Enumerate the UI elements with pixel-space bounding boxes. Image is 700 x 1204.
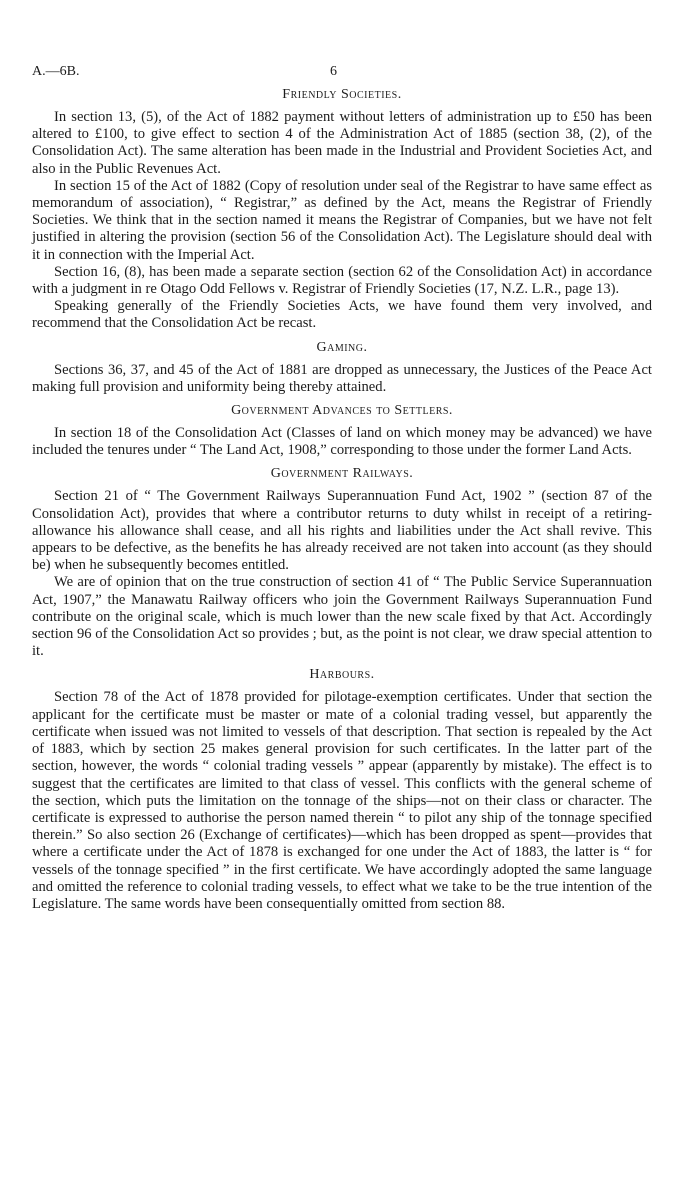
paragraph: We are of opinion that on the true construction of section 41 of “ The Public Service Superannuation Act, 1907,” the Manawatu Railway officers who join the Government Railways Superannuation Fund contribute on the original scale, which is much lower than the new scale fixed by that Act. Accordingly section 96 of the Consolidation Act so provides ; but, as the point is not clear, we draw special attention to it. xyxy=(32,574,652,660)
section-government-railways xyxy=(32,465,652,660)
section-heading: Gaming. xyxy=(316,339,368,355)
section-heading: Harbours. xyxy=(309,667,375,683)
paragraph: In section 15 of the Act of 1882 (Copy of resolution under seal of the Registrar to have same effect as memorandum of association), “ Registrar,” as defined by the Act, means the Registrar of Friendly Societies. We think that in the section named it means the Registrar of Companies, but we have not felt justified in altering the provision (section 56 of the Consolidation Act). The Legislature should deal with it in connection with the Imperial Act. xyxy=(32,177,652,263)
section-government-advances xyxy=(32,402,652,459)
page-header xyxy=(32,56,652,80)
section-heading: Government Railways. xyxy=(270,466,414,482)
section-heading: Government Advances to Settlers. xyxy=(231,403,453,419)
document-reference: A.—6B. xyxy=(32,64,80,79)
section-heading: Friendly Societies. xyxy=(282,87,402,102)
section-friendly-societies xyxy=(32,86,652,333)
paragraph: In section 13, (5), of the Act of 1882 payment without letters of administration up to £50 has been altered to £100, to give effect to section 4 of the Administration Act of 1885 (section 38, (2), of the Consolidation Act). The same alteration has been made in the Industrial and Provident Societies Act, and also in the Public Revenues Act. xyxy=(32,109,652,177)
paragraph: Section 21 of “ The Government Railways Superannuation Fund Act, 1902 ” (section 87 of the Consolidation Act), provides that where a contributor returns to duty whilst in receipt of a retiring-allowance his allowance shall cease, and all his rights and liabilities under the Act shall revive. This appears to be defective, as the benefits he has already received are not taken into account (as they should be) when he subsequently becomes entitled. xyxy=(32,488,652,574)
section-harbours xyxy=(32,666,652,913)
section-gaming xyxy=(32,339,652,396)
page-number: 6 xyxy=(330,64,337,79)
paragraph: Section 16, (8), has been made a separate section (section 62 of the Consolidation Act) in accordance with a judgment in re Otago Odd Fellows v. Registrar of Friendly Societies (17, N.Z. L.R., page 13). xyxy=(32,263,652,298)
paragraph: In section 18 of the Consolidation Act (Classes of land on which money may be advanced) we have included the tenures under “ The Land Act, 1908,” corresponding to those under the former Land Acts. xyxy=(32,425,652,459)
paragraph: Sections 36, 37, and 45 of the Act of 1881 are dropped as unnecessary, the Justices of the Peace Act making full provision and uniformity being thereby attained. xyxy=(32,361,652,395)
paragraph: Speaking generally of the Friendly Societies Acts, we have found them very involved, and recommend that the Consolidation Act be recast. xyxy=(32,298,652,332)
document-page xyxy=(32,56,652,913)
paragraph: Section 78 of the Act of 1878 provided for pilotage-exemption certificates. Under that section the applicant for the certificate must be master or mate of a colonial trading vessel, but apparently the certificate when issued was not limited to vessels of that description. That section is repealed by the Act of 1883, which by section 25 makes general provision for such certificates. In the latter part of the section, however, the words “ colonial trading vessels ” appear (apparently by mistake). The effect is to suggest that the certificates are limited to that class of vessel. This conflicts with the general scheme of the section, which puts the limitation on the tonnage of the ships—not on their class or character. The certificate is expressed to authorise the person named therein “ to pilot any ship of the tonnage specified therein.” So also section 26 (Exchange of certificates)—which has been dropped as spent—provides that where a certificate under the Act of 1878 is exchanged for one under the Act of 1883, the latter is “ for vessels of the tonnage specified ” in the first certificate. We have accordingly adopted the same language and omitted the reference to colonial trading vessels, to effect what we take to be the true intention of the Legislature. The same words have been consequentially omitted from section 88. xyxy=(32,689,652,912)
